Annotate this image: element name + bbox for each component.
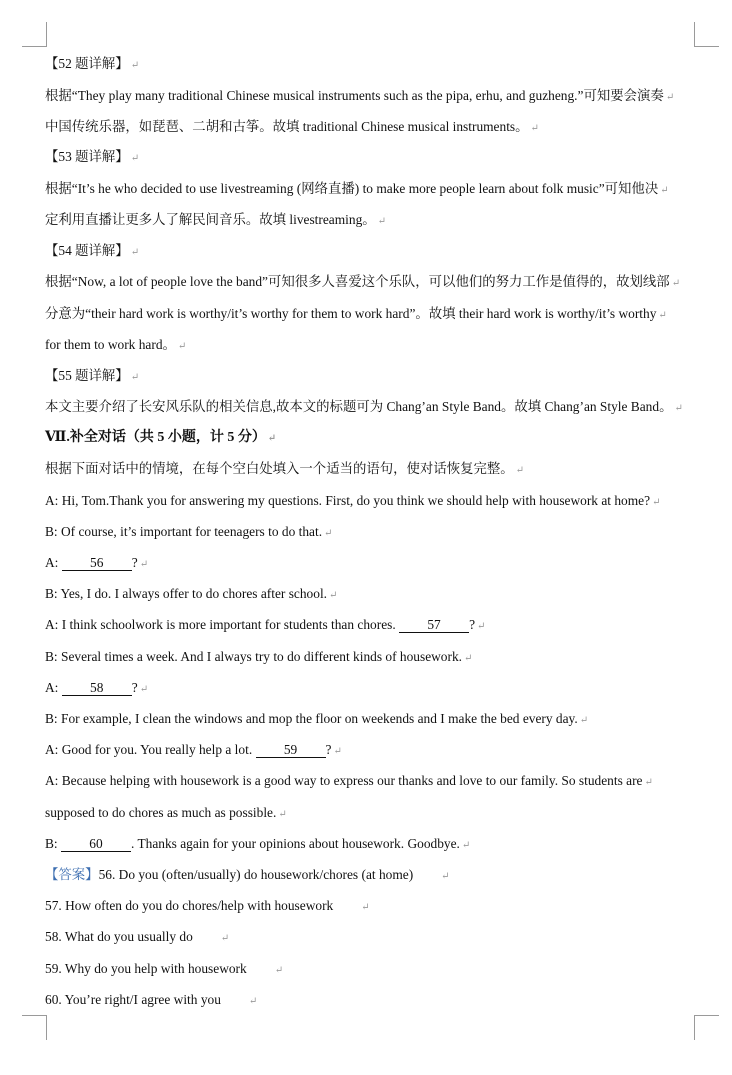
text-line-content: 60. You’re right/I agree with you bbox=[45, 992, 221, 1007]
dialogue-line-57: A: I think schoolwork is more important for students than chores. 57 ? ↵ bbox=[45, 617, 486, 632]
blank-60[interactable]: 60 bbox=[61, 836, 131, 852]
text-line-content: B: For example, I clean the windows and mop the floor on weekends and I make the bed every day. bbox=[45, 711, 578, 726]
paragraph-mark-icon: ↵ bbox=[658, 310, 667, 321]
paragraph-mark-icon: ↵ bbox=[324, 528, 333, 539]
text-line-content: 根据“It’s he who decided to use livestreaming (网络直播) to make more people learn about folk music”可知他决 bbox=[45, 181, 659, 196]
text-line-content: B: Of course, it’s important for teenagers to do that. bbox=[45, 524, 323, 539]
text-line-p52b bbox=[45, 118, 539, 138]
text-line-content: 根据“They play many traditional Chinese musical instruments such as the pipa, erhu, and guzheng.”可知要会演奏 bbox=[45, 88, 664, 103]
text-line-a59 bbox=[45, 960, 283, 980]
corner-mark-top-right bbox=[694, 22, 719, 47]
text-line-p54c bbox=[45, 336, 186, 356]
paragraph-mark-icon: ↵ bbox=[515, 465, 525, 476]
dialogue-line-59: A: Good for you. You really help a lot. 59 ? ↵ bbox=[45, 742, 342, 757]
paragraph-mark-icon: ↵ bbox=[579, 715, 589, 726]
text-line-content: A: Because helping with housework is a good way to express our thanks and love to our family. So students are bbox=[45, 773, 643, 788]
paragraph-mark-icon: ↵ bbox=[248, 996, 258, 1007]
text-line-d4 bbox=[45, 585, 337, 605]
text-line-content: 中国传统乐器，如琵琶、二胡和古筝。故填 traditional Chinese musical instruments。 bbox=[45, 119, 529, 134]
text-line-d10a bbox=[45, 772, 653, 792]
text-line-h55 bbox=[45, 367, 139, 387]
text-line-content: 根据下面对话中的情境，在每个空白处填入一个适当的语句，使对话恢复完整。 bbox=[45, 461, 514, 476]
paragraph-mark-icon: ↵ bbox=[660, 185, 669, 196]
paragraph-mark-icon: ↵ bbox=[130, 247, 140, 258]
text-line-d1 bbox=[45, 492, 660, 512]
text-line-content: B: Several times a week. And I always try to do different kinds of housework. bbox=[45, 649, 463, 664]
paragraph-mark-icon: ↵ bbox=[267, 433, 277, 444]
blank-58[interactable]: 58 bbox=[62, 680, 132, 696]
text-line-sec bbox=[45, 429, 276, 448]
text-line-content: Ⅶ.补全对话（共 5 小题，计 5 分） bbox=[45, 430, 266, 445]
dialogue-line-56: A: 56 ? ↵ bbox=[45, 555, 149, 570]
paragraph-mark-icon: ↵ bbox=[177, 341, 187, 352]
text-line-content: 根据“Now, a lot of people love the band”可知很多人喜爱这个乐队，可以他们的努力工作是值得的，故划线部 bbox=[45, 274, 670, 289]
text-line-d8 bbox=[45, 710, 588, 730]
dialogue-line-60: B: 60 . Thanks again for your opinions about housework. Goodbye. ↵ bbox=[45, 836, 471, 851]
text-line-content: 定利用直播让更多人了解民间音乐。故填 livestreaming。 bbox=[45, 212, 376, 227]
paragraph-mark-icon: ↵ bbox=[665, 92, 675, 103]
blank-56[interactable]: 56 bbox=[62, 555, 132, 571]
paragraph-mark-icon: ↵ bbox=[461, 840, 471, 851]
text-line-p53a bbox=[45, 180, 669, 200]
paragraph-mark-icon: ↵ bbox=[139, 559, 149, 570]
corner-mark-top-left bbox=[22, 22, 47, 47]
paragraph-mark-icon: ↵ bbox=[274, 965, 284, 976]
paragraph-mark-icon: ↵ bbox=[130, 153, 140, 164]
text-line-content: supposed to do chores as much as possible. bbox=[45, 805, 277, 820]
paragraph-mark-icon: ↵ bbox=[674, 403, 683, 414]
text-line-d10b bbox=[45, 804, 287, 824]
answer-line bbox=[45, 866, 450, 886]
answer-56: 56. Do you (often/usually) do housework/chores (at home) bbox=[98, 867, 414, 882]
paragraph-mark-icon: ↵ bbox=[130, 60, 140, 71]
paragraph-mark-icon: ↵ bbox=[361, 902, 370, 913]
paragraph-mark-icon: ↵ bbox=[278, 809, 287, 820]
paragraph-mark-icon: ↵ bbox=[377, 216, 387, 227]
corner-mark-bottom-right bbox=[694, 1015, 719, 1040]
text-line-inst bbox=[45, 460, 524, 480]
text-line-a60 bbox=[45, 991, 257, 1011]
text-line-content: 【53 题详解】 bbox=[45, 149, 129, 164]
text-line-content: 本文主要介绍了长安风乐队的相关信息,故本文的标题可为 Chang’an Style Band。故填 Chang’an Style Band。 bbox=[45, 399, 673, 414]
text-line-content: 58. What do you usually do bbox=[45, 929, 193, 944]
paragraph-mark-icon: ↵ bbox=[130, 372, 140, 383]
text-line-h53 bbox=[45, 148, 139, 168]
paragraph-mark-icon: ↵ bbox=[220, 933, 230, 944]
text-line-p54b bbox=[45, 305, 667, 325]
text-line-content: 59. Why do you help with housework bbox=[45, 961, 247, 976]
text-line-content: 【55 题详解】 bbox=[45, 368, 129, 383]
text-line-h54 bbox=[45, 242, 139, 262]
paragraph-mark-icon: ↵ bbox=[464, 653, 473, 664]
text-line-content: 【52 题详解】 bbox=[45, 56, 129, 71]
paragraph-mark-icon: ↵ bbox=[530, 123, 539, 134]
corner-mark-bottom-left bbox=[22, 1015, 47, 1040]
paragraph-mark-icon: ↵ bbox=[139, 684, 149, 695]
text-line-p55 bbox=[45, 398, 683, 418]
blank-59[interactable]: 59 bbox=[256, 742, 326, 758]
text-line-content: 分意为“their hard work is worthy/it’s worthy for them to work hard”。故填 their hard work is worthy/it’s worthy bbox=[45, 306, 657, 321]
text-line-p53b bbox=[45, 211, 386, 231]
paragraph-mark-icon: ↵ bbox=[333, 746, 342, 757]
text-line-content: A: Hi, Tom.Thank you for answering my questions. First, do you think we should help with housework at home? bbox=[45, 493, 651, 508]
paragraph-mark-icon: ↵ bbox=[644, 777, 653, 788]
text-line-content: 【54 题详解】 bbox=[45, 243, 129, 258]
paragraph-mark-icon: ↵ bbox=[477, 621, 486, 632]
paragraph-mark-icon: ↵ bbox=[671, 278, 681, 289]
answer-label: 【答案】 bbox=[45, 867, 99, 882]
text-line-d6 bbox=[45, 648, 472, 668]
text-line-h52 bbox=[45, 55, 139, 75]
text-line-p52a bbox=[45, 87, 674, 107]
text-line-content: B: Yes, I do. I always offer to do chores after school. bbox=[45, 586, 328, 601]
text-line-d2 bbox=[45, 523, 332, 543]
text-line-content: 57. How often do you do chores/help with housework bbox=[45, 898, 334, 913]
text-line-a58 bbox=[45, 928, 229, 948]
paragraph-mark-icon: ↵ bbox=[329, 590, 338, 601]
text-line-p54a bbox=[45, 273, 680, 293]
text-line-content: for them to work hard。 bbox=[45, 337, 176, 352]
paragraph-mark-icon: ↵ bbox=[441, 871, 450, 882]
blank-57[interactable]: 57 bbox=[399, 617, 469, 633]
paragraph-mark-icon: ↵ bbox=[652, 497, 661, 508]
text-line-a57 bbox=[45, 897, 370, 917]
dialogue-line-58: A: 58 ? ↵ bbox=[45, 680, 149, 695]
